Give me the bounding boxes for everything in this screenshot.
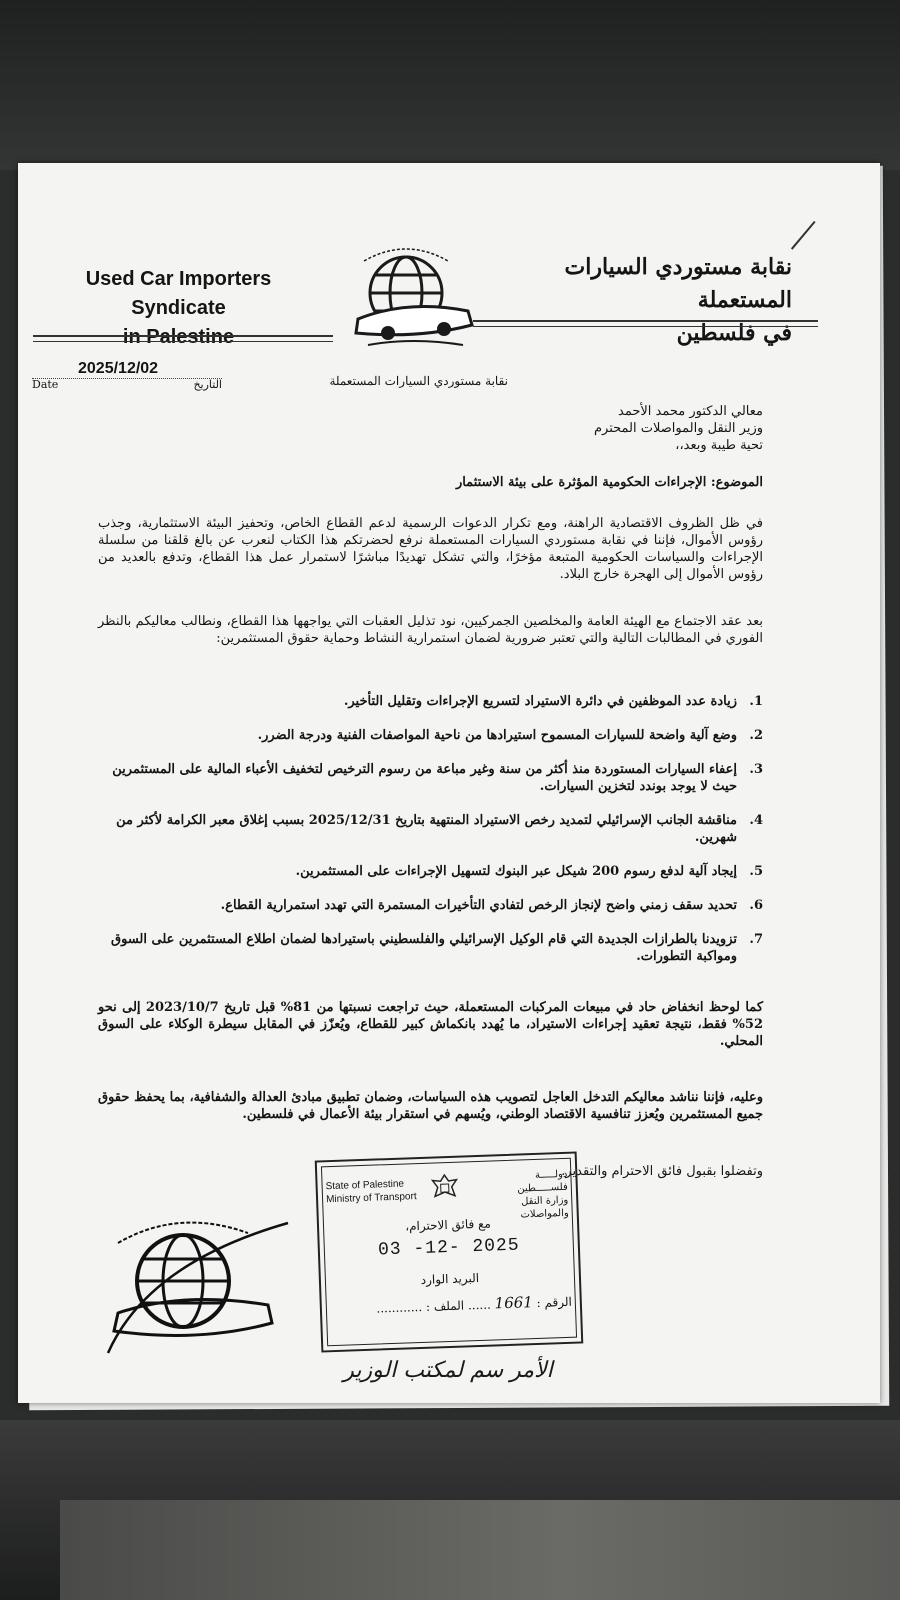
demand-text: مناقشة الجانب الإسرائيلي لتمديد رخص الاستيراد المنتهية بتاريخ 2025/12/31 بسبب إغلاق معبر الكرامة لأكثر من شهرين. [116,813,737,845]
stamp-reference-row: الرقم : 1661 ...... الملف : ............ [376,1293,573,1316]
ministry-received-stamp [315,1151,584,1352]
header-rule-left [33,335,333,342]
stamp-mail-label: البريد الوارد [420,1270,480,1287]
stamp-ar-line2: وزارة النقل والمواصلات [520,1194,569,1221]
demand-number: 1. [749,694,763,709]
demand-item [98,761,763,795]
demand-item [98,812,763,846]
intro-paragraph: في ظل الظروف الاقتصادية الراهنة، ومع تكرار الدعوات الرسمية لدعم القطاع الخاص، وتحفيز البيئة الاستثمارية، وجذب رؤوس الأموال، فإننا في نقابة مستوردي السيارات المستعملة نرفع لحضرتكم هذا الكتاب لنعرب عن بالغ قلقنا من سلسلة الإجراءات والسياسات الحكومية المتبعة مؤخرًا، والتي تشكل تهديدًا مباشرًا لاستمرار عمل هذا القطاع، وتدفع بالعديد من رؤوس الأموال إلى الهجرة خارج البلاد. [98,516,763,582]
letterhead-arabic-line1: نقابة مستوردي السيارات المستعملة [564,254,792,313]
stamp-greeting: مع فائق الاحترام، [404,1216,492,1234]
stamp-english [325,1176,436,1206]
closing-line: وتفضلوا بقبول فائق الاحترام والتقدير. [561,1164,763,1179]
syndicate-seal-signature [88,1203,298,1363]
stamp-received-date: 03 -12- 2025 [377,1235,520,1261]
floor-surface [60,1500,900,1600]
demand-number: 4. [749,813,763,828]
header-rule-right [473,320,818,327]
letterhead-english-line1: Used Car Importers Syndicate [85,268,272,319]
demands-list [98,693,763,982]
demand-text: تحديد سقف زمني واضح لإنجاز الرخص لتفادي التأخيرات المستمرة التي تهدد استمرارية القطاع. [220,898,737,913]
background-top [0,0,900,170]
demand-number: 5. [749,864,763,879]
letterhead-english-line2: in Palestine [122,326,235,348]
addressee-block [98,403,763,454]
date-value: 2025/12/02 [78,360,159,377]
subject-line: الموضوع: الإجراءات الحكومية المؤثرة على بيئة الاستثمار [455,475,763,490]
eagle-emblem-icon [429,1172,460,1203]
issuer-name: نقابة مستوردي السيارات المستعملة [329,374,508,388]
demand-number: 2. [749,728,763,743]
demand-item [98,897,763,914]
demand-item [98,863,763,880]
stamp-file-label: الملف : [425,1298,465,1314]
demand-text: إعفاء السيارات المستوردة منذ أكثر من سنة وغير مباعة من رسوم الترخيص لتخفيف الأعباء المالية على المستثمرين حيث لا يوجد بوندد لتخزين السيارات. [112,762,737,794]
handwritten-note: الأمر سم لمكتب الوزير [343,1358,553,1383]
pen-mark [766,200,815,249]
date-label-en: Date [32,378,59,391]
stamp-ar-line1: دولـــــة فلســـــطين [517,1168,569,1195]
demand-item [98,727,763,744]
addressee-line3: تحية طيبة وبعد،، [675,438,763,453]
stamp-number-label: الرقم : [536,1294,573,1310]
date-label-ar: التاريخ [193,378,222,391]
demand-number: 3. [749,762,763,777]
demand-text: وضع آلية واضحة للسيارات المسموح استيرادها من ناحية المواصفات الفنية ودرجة الضرر. [257,728,737,743]
stamp-number-value: 1661 [494,1293,534,1313]
demand-number: 7. [749,932,763,947]
stamp-en-line1: State of Palestine [325,1178,405,1193]
sales-paragraph: كما لوحظ انخفاض حاد في مبيعات المركبات المستعملة، حيث تراجعت نسبتها من 81% قبل تاريخ 2023/10/7 إلى نحو 52% فقط، نتيجة تعقيد إجراءات الاستيراد، ما يُهدد بانكماش كبير للقطاع، ويُعزّز في المقابل سيطرة الوكلاء على السوق المحلي. [98,1000,764,1049]
meeting-paragraph: بعد عقد الاجتماع مع الهيئة العامة والمخلصين الجمركيين، نود تذليل العقبات التي يواجهها هذا القطاع، ونطالب معاليكم بالنظر الفوري في المطالبات التالية والتي تعتبر ضرورية لضمان استمرارية النشاط وحماية حقوق المستثمرين: [98,614,763,646]
addressee-line2: وزير النقل والمواصلات المحترم [593,421,763,436]
addressee-line1: معالي الدكتور محمد الأحمد [618,404,763,419]
date-line [32,378,222,391]
demand-text: زيادة عدد الموظفين في دائرة الاستيراد لتسريع الإجراءات وتقليل التأخير. [343,694,737,709]
demand-item [98,931,763,965]
letterhead-arabic-line2: في فلسطين [676,320,792,346]
stamp-en-line2: Ministry of Transport [325,1191,417,1206]
demand-text: تزويدنا بالطرازات الجديدة التي قام الوكيل الإسرائيلي والفلسطيني باستيرادها لضمان اطلاع المستثمرين على السوق ومواكبة التطورات. [111,932,737,964]
syndicate-logo [348,241,478,351]
demand-text: إيجاد آلية لدفع رسوم 200 شيكل عبر البنوك لتسهيل الإجراءات على المستثمرين. [295,864,737,879]
letter-page [18,163,880,1403]
appeal-paragraph: وعليه، فإننا نناشد معاليكم التدخل العاجل لتصويب هذه السياسات، وضمان تطبيق مبادئ العدالة والشفافية، بما يحفظ حقوق جميع المستثمرين ويُعزز تنافسية الاقتصاد الوطني، ويُسهم في استقرار بيئة الأعمال في فلسطين. [98,1090,763,1122]
demand-number: 6. [749,898,763,913]
demand-item [98,693,763,710]
letterhead-arabic-name [492,251,792,350]
